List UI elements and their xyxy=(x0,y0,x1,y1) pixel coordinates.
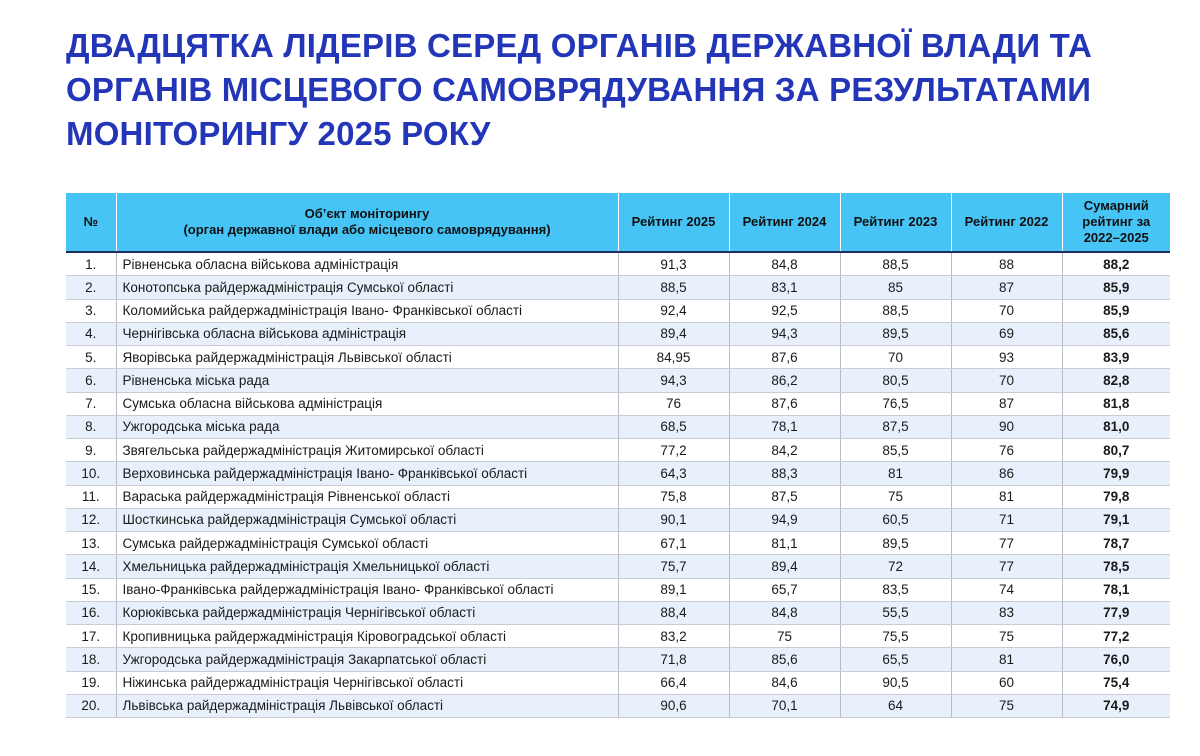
object-name-cell: Верховинська райдержадміністрація Івано- Франківської області xyxy=(116,462,618,485)
rating-2023-cell: 65,5 xyxy=(840,648,951,671)
rating-2025-cell: 76 xyxy=(618,392,729,415)
object-name-cell: Кропивницька райдержадміністрація Кіровоградської області xyxy=(116,625,618,648)
rating-2023-cell: 89,5 xyxy=(840,322,951,345)
rating-2024-cell: 70,1 xyxy=(729,694,840,717)
rating-2022-cell: 75 xyxy=(951,694,1062,717)
total-rating-cell: 76,0 xyxy=(1062,648,1170,671)
rank-number-cell: 5. xyxy=(66,346,116,369)
rating-2023-cell: 76,5 xyxy=(840,392,951,415)
rating-2024-cell: 87,6 xyxy=(729,392,840,415)
total-rating-cell: 79,8 xyxy=(1062,485,1170,508)
rating-2023-cell: 88,5 xyxy=(840,299,951,322)
rating-2022-cell: 81 xyxy=(951,485,1062,508)
rating-2022-cell: 90 xyxy=(951,415,1062,438)
object-name-cell: Чернігівська обласна військова адміністрація xyxy=(116,322,618,345)
rating-2023-cell: 60,5 xyxy=(840,508,951,531)
rating-2024-cell: 78,1 xyxy=(729,415,840,438)
rating-2024-cell: 84,6 xyxy=(729,671,840,694)
rating-2024-cell: 89,4 xyxy=(729,555,840,578)
total-rating-cell: 78,1 xyxy=(1062,578,1170,601)
object-name-cell: Сумська райдержадміністрація Сумської області xyxy=(116,532,618,555)
total-rating-cell: 85,9 xyxy=(1062,299,1170,322)
object-name-cell: Вараська райдержадміністрація Рівненської області xyxy=(116,485,618,508)
header-rating-2025: Рейтинг 2025 xyxy=(618,193,729,252)
rating-2025-cell: 67,1 xyxy=(618,532,729,555)
object-name-cell: Ужгородська міська рада xyxy=(116,415,618,438)
rating-2025-cell: 68,5 xyxy=(618,415,729,438)
rating-2024-cell: 84,2 xyxy=(729,439,840,462)
rating-2022-cell: 87 xyxy=(951,392,1062,415)
object-name-cell: Звягельська райдержадміністрація Житомирської області xyxy=(116,439,618,462)
rank-number-cell: 11. xyxy=(66,485,116,508)
rating-2025-cell: 75,7 xyxy=(618,555,729,578)
rank-number-cell: 6. xyxy=(66,369,116,392)
total-rating-cell: 80,7 xyxy=(1062,439,1170,462)
header-total-rating xyxy=(1062,193,1170,252)
rating-2022-cell: 76 xyxy=(951,439,1062,462)
total-rating-cell: 88,2 xyxy=(1062,252,1170,276)
rating-2022-cell: 71 xyxy=(951,508,1062,531)
rating-2023-cell: 72 xyxy=(840,555,951,578)
table-row xyxy=(66,276,1170,299)
rank-number-cell: 7. xyxy=(66,392,116,415)
rating-2023-cell: 70 xyxy=(840,346,951,369)
rank-number-cell: 18. xyxy=(66,648,116,671)
total-rating-cell: 74,9 xyxy=(1062,694,1170,717)
rating-2022-cell: 75 xyxy=(951,625,1062,648)
table-row xyxy=(66,415,1170,438)
object-name-cell: Рівненська міська рада xyxy=(116,369,618,392)
rating-2025-cell: 90,6 xyxy=(618,694,729,717)
rank-number-cell: 12. xyxy=(66,508,116,531)
rating-2023-cell: 87,5 xyxy=(840,415,951,438)
object-name-cell: Сумська обласна військова адміністрація xyxy=(116,392,618,415)
total-rating-cell: 79,1 xyxy=(1062,508,1170,531)
rank-number-cell: 3. xyxy=(66,299,116,322)
rating-2024-cell: 81,1 xyxy=(729,532,840,555)
total-rating-cell: 81,0 xyxy=(1062,415,1170,438)
table-row xyxy=(66,369,1170,392)
rating-2023-cell: 75 xyxy=(840,485,951,508)
rating-2023-cell: 55,5 xyxy=(840,601,951,624)
table-row xyxy=(66,625,1170,648)
ranking-table xyxy=(66,193,1170,718)
header-total-line3: 2022–2025 xyxy=(1083,230,1149,245)
rank-number-cell: 13. xyxy=(66,532,116,555)
total-rating-cell: 83,9 xyxy=(1062,346,1170,369)
header-total-line1: Сумарний xyxy=(1083,198,1149,213)
table-row xyxy=(66,299,1170,322)
object-name-cell: Коломийська райдержадміністрація Івано- Франківської області xyxy=(116,299,618,322)
rating-2022-cell: 77 xyxy=(951,555,1062,578)
rating-2023-cell: 88,5 xyxy=(840,252,951,276)
header-num: № xyxy=(66,193,116,252)
rating-2025-cell: 88,5 xyxy=(618,276,729,299)
table-body xyxy=(66,252,1170,718)
rating-2022-cell: 88 xyxy=(951,252,1062,276)
rating-2025-cell: 89,4 xyxy=(618,322,729,345)
total-rating-cell: 77,9 xyxy=(1062,601,1170,624)
rating-2024-cell: 87,6 xyxy=(729,346,840,369)
header-object-title: Об’єкт моніторингу xyxy=(304,206,430,221)
rank-number-cell: 1. xyxy=(66,252,116,276)
header-object-subtitle: (орган державної влади або місцевого самоврядування) xyxy=(183,222,551,237)
table-header xyxy=(66,193,1170,252)
rating-2024-cell: 75 xyxy=(729,625,840,648)
table-row xyxy=(66,392,1170,415)
rating-2024-cell: 85,6 xyxy=(729,648,840,671)
rating-2022-cell: 70 xyxy=(951,299,1062,322)
rating-2024-cell: 84,8 xyxy=(729,252,840,276)
object-name-cell: Шосткинська райдержадміністрація Сумської області xyxy=(116,508,618,531)
table-row xyxy=(66,532,1170,555)
rating-2025-cell: 90,1 xyxy=(618,508,729,531)
rank-number-cell: 14. xyxy=(66,555,116,578)
rank-number-cell: 8. xyxy=(66,415,116,438)
rating-2023-cell: 83,5 xyxy=(840,578,951,601)
rating-2024-cell: 94,9 xyxy=(729,508,840,531)
object-name-cell: Яворівська райдержадміністрація Львівської області xyxy=(116,346,618,369)
object-name-cell: Хмельницька райдержадміністрація Хмельницької області xyxy=(116,555,618,578)
table-row xyxy=(66,252,1170,276)
total-rating-cell: 81,8 xyxy=(1062,392,1170,415)
object-name-cell: Корюківська райдержадміністрація Чернігівської області xyxy=(116,601,618,624)
rating-2022-cell: 60 xyxy=(951,671,1062,694)
rating-2022-cell: 86 xyxy=(951,462,1062,485)
total-rating-cell: 79,9 xyxy=(1062,462,1170,485)
rank-number-cell: 20. xyxy=(66,694,116,717)
rating-2022-cell: 69 xyxy=(951,322,1062,345)
object-name-cell: Львівська райдержадміністрація Львівської області xyxy=(116,694,618,717)
rating-2022-cell: 74 xyxy=(951,578,1062,601)
page-title: ДВАДЦЯТКА ЛІДЕРІВ СЕРЕД ОРГАНІВ ДЕРЖАВНОЇ ВЛАДИ ТА ОРГАНІВ МІСЦЕВОГО САМОВРЯДУВАННЯ ЗА РЕЗУЛЬТАТАМИ МОНІТОРИНГУ 2025 РОКУ xyxy=(66,27,1092,152)
rating-2022-cell: 83 xyxy=(951,601,1062,624)
rating-2023-cell: 85,5 xyxy=(840,439,951,462)
header-object xyxy=(116,193,618,252)
total-rating-cell: 78,7 xyxy=(1062,532,1170,555)
header-rating-2024: Рейтинг 2024 xyxy=(729,193,840,252)
object-name-cell: Івано-Франківська райдержадміністрація Івано- Франківської області xyxy=(116,578,618,601)
rating-2024-cell: 87,5 xyxy=(729,485,840,508)
rating-2025-cell: 71,8 xyxy=(618,648,729,671)
rating-2023-cell: 75,5 xyxy=(840,625,951,648)
rating-2025-cell: 66,4 xyxy=(618,671,729,694)
rating-2025-cell: 84,95 xyxy=(618,346,729,369)
rating-2023-cell: 85 xyxy=(840,276,951,299)
object-name-cell: Ніжинська райдержадміністрація Чернігівської області xyxy=(116,671,618,694)
total-rating-cell: 85,6 xyxy=(1062,322,1170,345)
rating-2024-cell: 92,5 xyxy=(729,299,840,322)
total-rating-cell: 78,5 xyxy=(1062,555,1170,578)
table-row xyxy=(66,648,1170,671)
rating-2024-cell: 84,8 xyxy=(729,601,840,624)
rank-number-cell: 17. xyxy=(66,625,116,648)
table-row xyxy=(66,439,1170,462)
rating-2025-cell: 89,1 xyxy=(618,578,729,601)
header-rating-2023: Рейтинг 2023 xyxy=(840,193,951,252)
rank-number-cell: 16. xyxy=(66,601,116,624)
rating-2023-cell: 64 xyxy=(840,694,951,717)
object-name-cell: Конотопська райдержадміністрація Сумської області xyxy=(116,276,618,299)
rating-2025-cell: 91,3 xyxy=(618,252,729,276)
header-total-line2: рейтинг за xyxy=(1082,214,1151,229)
rating-2022-cell: 87 xyxy=(951,276,1062,299)
table-header-row xyxy=(66,193,1170,252)
rating-2023-cell: 90,5 xyxy=(840,671,951,694)
rating-2025-cell: 64,3 xyxy=(618,462,729,485)
table-row xyxy=(66,555,1170,578)
table-row xyxy=(66,322,1170,345)
rating-2025-cell: 94,3 xyxy=(618,369,729,392)
rating-2022-cell: 93 xyxy=(951,346,1062,369)
rating-2022-cell: 81 xyxy=(951,648,1062,671)
rank-number-cell: 4. xyxy=(66,322,116,345)
table-row xyxy=(66,671,1170,694)
rating-2024-cell: 86,2 xyxy=(729,369,840,392)
header-rating-2022: Рейтинг 2022 xyxy=(951,193,1062,252)
table-row xyxy=(66,346,1170,369)
table-row xyxy=(66,578,1170,601)
rating-2025-cell: 75,8 xyxy=(618,485,729,508)
rating-2024-cell: 94,3 xyxy=(729,322,840,345)
rating-2023-cell: 89,5 xyxy=(840,532,951,555)
rating-2022-cell: 77 xyxy=(951,532,1062,555)
rank-number-cell: 9. xyxy=(66,439,116,462)
rating-2024-cell: 88,3 xyxy=(729,462,840,485)
rating-2025-cell: 77,2 xyxy=(618,439,729,462)
rating-2024-cell: 83,1 xyxy=(729,276,840,299)
total-rating-cell: 77,2 xyxy=(1062,625,1170,648)
total-rating-cell: 75,4 xyxy=(1062,671,1170,694)
rating-2025-cell: 83,2 xyxy=(618,625,729,648)
total-rating-cell: 85,9 xyxy=(1062,276,1170,299)
table-row xyxy=(66,485,1170,508)
rating-2025-cell: 92,4 xyxy=(618,299,729,322)
table-row xyxy=(66,694,1170,717)
rank-number-cell: 2. xyxy=(66,276,116,299)
table-row xyxy=(66,601,1170,624)
rank-number-cell: 15. xyxy=(66,578,116,601)
total-rating-cell: 82,8 xyxy=(1062,369,1170,392)
rank-number-cell: 19. xyxy=(66,671,116,694)
rating-2024-cell: 65,7 xyxy=(729,578,840,601)
table-row xyxy=(66,508,1170,531)
object-name-cell: Рівненська обласна військова адміністрація xyxy=(116,252,618,276)
table-row xyxy=(66,462,1170,485)
rank-number-cell: 10. xyxy=(66,462,116,485)
object-name-cell: Ужгородська райдержадміністрація Закарпатської області xyxy=(116,648,618,671)
rating-2025-cell: 88,4 xyxy=(618,601,729,624)
rating-2023-cell: 81 xyxy=(840,462,951,485)
rating-2023-cell: 80,5 xyxy=(840,369,951,392)
rating-2022-cell: 70 xyxy=(951,369,1062,392)
